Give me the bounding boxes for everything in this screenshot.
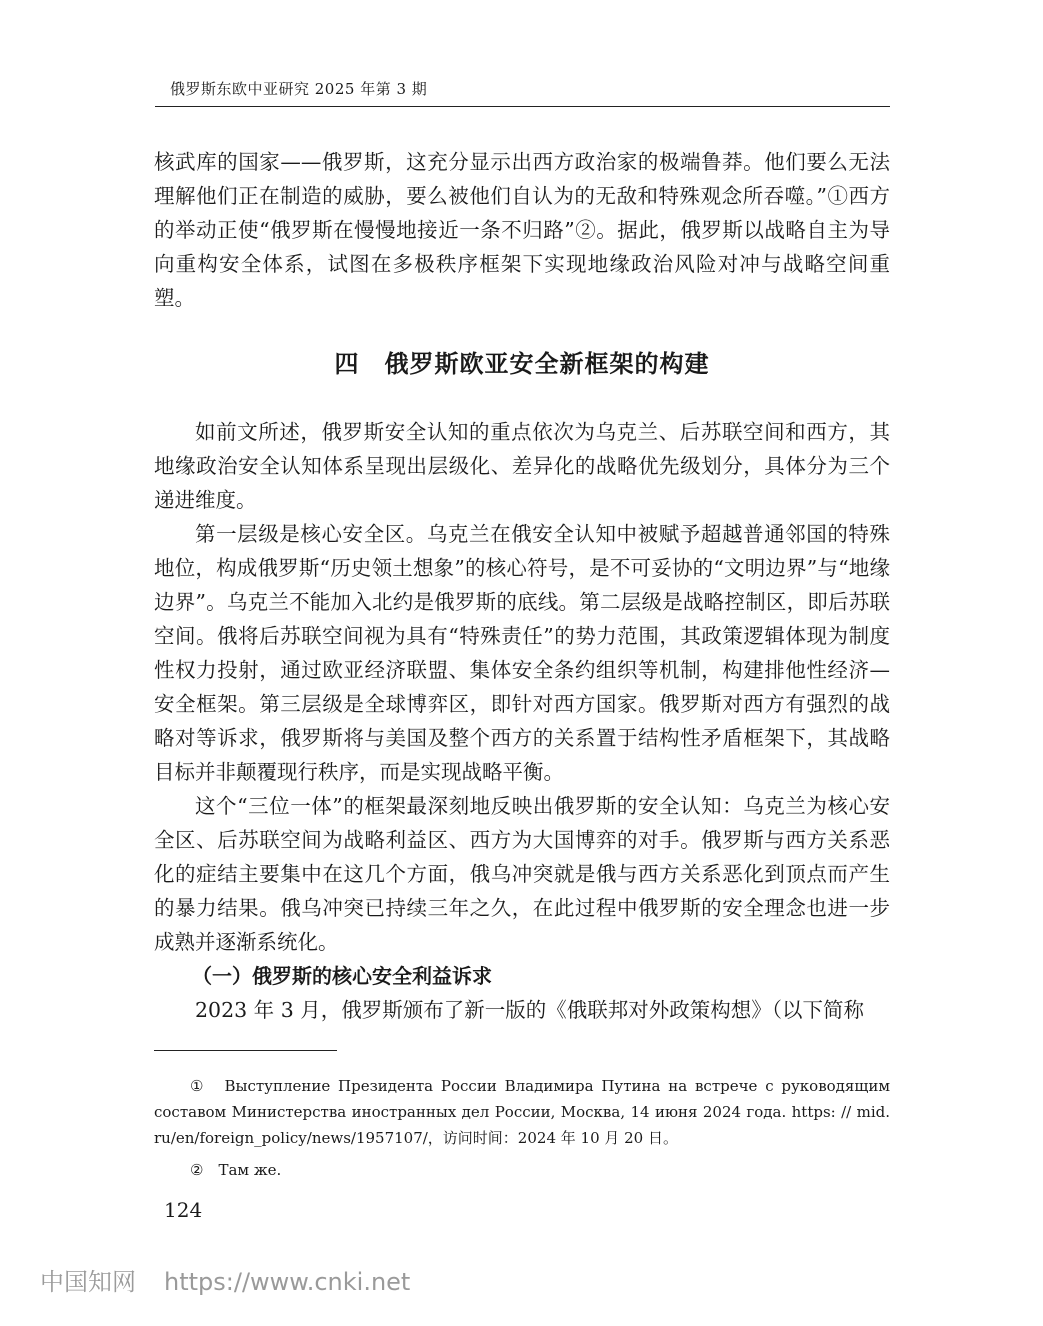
text-block-main bbox=[154, 415, 890, 1027]
running-header: 俄罗斯东欧中亚研究 2025 年第 3 期 bbox=[170, 80, 428, 98]
paragraph: 2023 年 3 月，俄罗斯颁布了新一版的《俄联邦对外政策构想》（以下简称 bbox=[195, 998, 865, 1022]
paragraph: 这个“三位一体”的框架最深刻地反映出俄罗斯的安全认知：乌克兰为核心安全区、后苏联空间为战略利益区、西方为大国博弈的对手。俄罗斯与西方关系恶化的症结主要集中在这几个方面，俄乌冲突就是俄与西方关系恶化到顶点而产生的暴力结果。俄乌冲突已持续三年之久，在此过程中俄罗斯的安全理念也进一步成熟并逐渐系统化。 bbox=[154, 794, 890, 954]
header-divider bbox=[155, 106, 890, 107]
subsection-heading: （一）俄罗斯的核心安全利益诉求 bbox=[192, 964, 492, 988]
footnotes bbox=[154, 1073, 890, 1183]
footnote-divider bbox=[154, 1050, 337, 1051]
watermark bbox=[40, 1262, 438, 1297]
watermark-brand: 中国知网 bbox=[40, 1268, 136, 1296]
footnote-1: ① Выступление Президента России Владимира Путина на встрече с руководящим составом Министерства иностранных дел России, Москва, 14 июня 2024 года. https: // mid. ru/en/foreign_policy/news/1957107/，访问时间：2024 年 10 月 20 日。 bbox=[154, 1077, 890, 1147]
paragraph: 如前文所述，俄罗斯安全认知的重点依次为乌克兰、后苏联空间和西方，其地缘政治安全认知体系呈现出层级化、差异化的战略优先级划分，具体分为三个递进维度。 bbox=[154, 420, 890, 512]
footnote-2: ② Там же. bbox=[190, 1161, 282, 1179]
watermark-url: https://www.cnki.net bbox=[164, 1268, 411, 1296]
paragraph-continuation: 核武库的国家——俄罗斯，这充分显示出西方政治家的极端鲁莽。他们要么无法理解他们正在制造的威胁，要么被他们自认为的无敌和特殊观念所吞噬。”①西方的举动正使“俄罗斯在慢慢地接近一条不归路”②。据此，俄罗斯以战略自主为导向重构安全体系，试图在多极秩序框架下实现地缘政治风险对冲与战略空间重塑。 bbox=[154, 150, 890, 310]
text-block-top bbox=[154, 145, 890, 315]
section-heading: 四 俄罗斯欧亚安全新框架的构建 bbox=[334, 350, 710, 378]
page-number: 124 bbox=[164, 1198, 203, 1222]
paragraph: 第一层级是核心安全区。乌克兰在俄安全认知中被赋予超越普通邻国的特殊地位，构成俄罗斯“历史领土想象”的核心符号，是不可妥协的“文明边界”与“地缘边界”。乌克兰不能加入北约是俄罗斯的底线。第二层级是战略控制区，即后苏联空间。俄将后苏联空间视为具有“特殊责任”的势力范围，其政策逻辑体现为制度性权力投射，通过欧亚经济联盟、集体安全条约组织等机制，构建排他性经济—安全框架。第三层级是全球博弈区，即针对西方国家。俄罗斯对西方有强烈的战略对等诉求，俄罗斯将与美国及整个西方的关系置于结构性矛盾框架下，其战略目标并非颠覆现行秩序，而是实现战略平衡。 bbox=[154, 522, 890, 784]
